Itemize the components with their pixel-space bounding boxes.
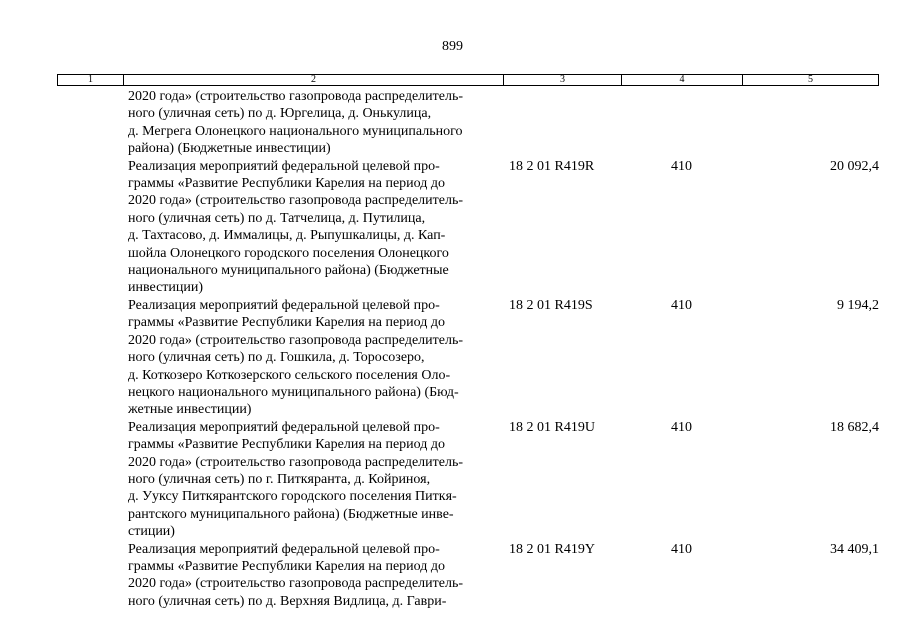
header-col-3: 3 [504, 75, 622, 85]
description-line: д. Коткозеро Коткозерского сельского поселения Оло- [128, 367, 451, 383]
cell-description [123, 541, 503, 611]
cell-number [57, 297, 123, 419]
description-line: нецкого национального муниципального района) (Бюд- [128, 384, 459, 400]
description-line: ного (уличная сеть) по д. Гошкила, д. Торосозеро, [128, 350, 425, 366]
description-line: Реализация мероприятий федеральной целевой про- [128, 419, 440, 435]
cell-code: 18 2 01 R419U [509, 419, 595, 435]
description-line: Реализация мероприятий федеральной целевой про- [128, 158, 440, 174]
description-line: стиции) [128, 524, 175, 540]
cell-code [503, 88, 621, 158]
description-line: д. Тахтасово, д. Иммалицы, д. Рыпушкалицы, д. Кап- [128, 228, 446, 244]
description-line: 2020 года» (строительство газопровода распределитель- [128, 89, 464, 104]
cell-type: 410 [671, 158, 692, 174]
cell-amount: 20 092,4 [830, 158, 879, 174]
description-line: граммы «Развитие Республики Карелия на период до [128, 437, 446, 453]
table-row [57, 297, 879, 419]
cell-amount: 18 682,4 [830, 419, 879, 435]
description-line: ного (уличная сеть) по д. Татчелица, д. Путилица, [128, 210, 426, 226]
cell-code: 18 2 01 R419R [509, 158, 595, 174]
description-line: шойла Олонецкого городского поселения Олонецкого [128, 245, 449, 261]
description-line: Реализация мероприятий федеральной целевой про- [128, 541, 440, 557]
description-line: граммы «Развитие Республики Карелия на период до [128, 558, 446, 574]
description-line: д. Мегрега Олонецкого национального муниципального [128, 123, 463, 139]
header-col-5: 5 [808, 74, 813, 85]
cell-amount: 34 409,1 [830, 541, 879, 557]
cell-description [123, 297, 503, 419]
description-line: 2020 года» (строительство газопровода распределитель- [128, 576, 464, 592]
description-line: граммы «Развитие Республики Карелия на период до [128, 176, 446, 192]
cell-type: 410 [671, 297, 692, 313]
header-col-2: 2 [124, 75, 504, 85]
description-line: 2020 года» (строительство газопровода распределитель- [128, 332, 464, 348]
cell-number [57, 158, 123, 297]
description-line: ного (уличная сеть) по д. Юргелица, д. Онькулица, [128, 106, 432, 122]
header-col-4: 4 [622, 75, 743, 85]
description-line: рантского муниципального района) (Бюджетные инве- [128, 506, 454, 522]
header-col-1: 1 [58, 75, 124, 85]
table-body [57, 88, 879, 610]
cell-number [57, 88, 123, 158]
table-row [57, 419, 879, 541]
cell-code: 18 2 01 R419Y [509, 541, 595, 557]
cell-amount [742, 88, 879, 158]
description-line: д. Ууксу Питкярантского городского поселения Питкя- [128, 489, 457, 505]
description-line: инвестиции) [128, 280, 204, 296]
description-line: ного (уличная сеть) по г. Питкяранта, д. Койриноя, [128, 471, 431, 487]
cell-code: 18 2 01 R419S [509, 297, 593, 313]
cell-description [123, 88, 503, 158]
cell-description [123, 419, 503, 541]
description-line: Реализация мероприятий федеральной целевой про- [128, 297, 440, 313]
page-number: 899 [442, 39, 463, 54]
cell-type [621, 88, 742, 158]
cell-amount: 9 194,2 [837, 297, 879, 313]
description-line: 2020 года» (строительство газопровода распределитель- [128, 454, 464, 470]
table-row [57, 88, 879, 158]
table-header [57, 74, 879, 86]
cell-type: 410 [671, 541, 692, 557]
description-line: ного (уличная сеть) по д. Верхняя Видлица, д. Гаври- [128, 593, 447, 609]
cell-description [123, 158, 503, 297]
description-line: 2020 года» (строительство газопровода распределитель- [128, 193, 464, 209]
cell-type: 410 [671, 419, 692, 435]
table-row [57, 541, 879, 611]
cell-number [57, 419, 123, 541]
description-line: жетные инвестиции) [128, 402, 252, 418]
cell-number [57, 541, 123, 611]
description-line: граммы «Развитие Республики Карелия на период до [128, 315, 446, 331]
table-row [57, 158, 879, 297]
description-line: района) (Бюджетные инвестиции) [128, 141, 331, 157]
description-line: национального муниципального района) (Бюджетные [128, 263, 449, 279]
